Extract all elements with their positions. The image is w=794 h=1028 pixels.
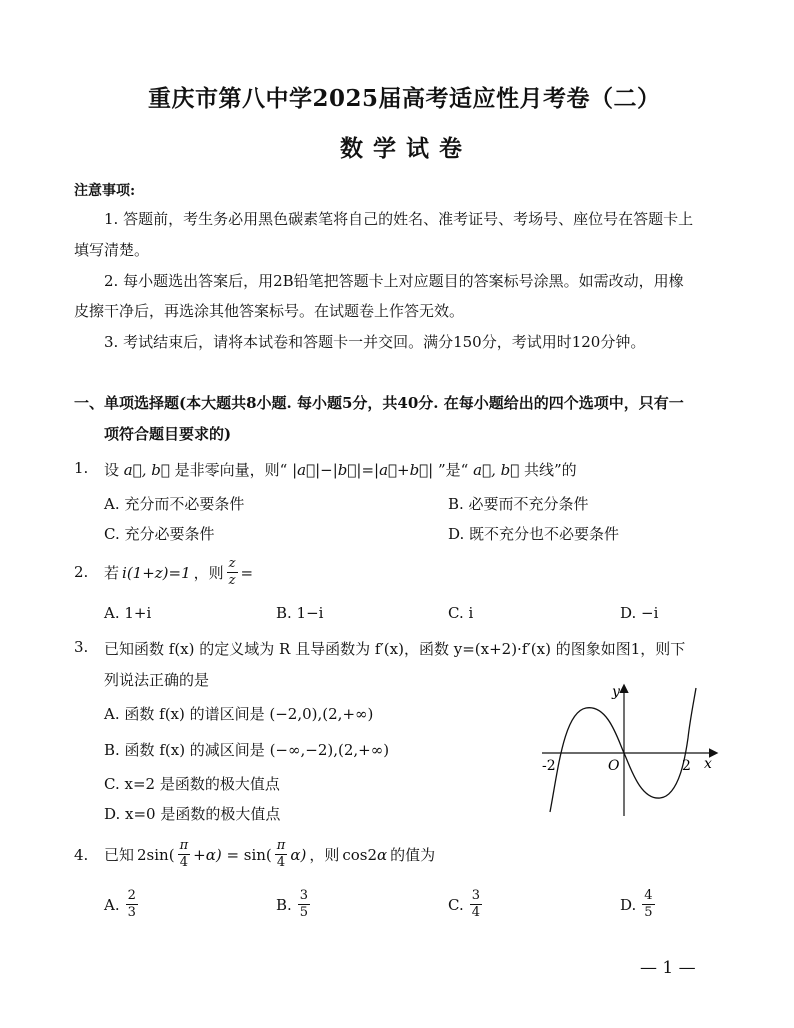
q1-stem-d: 共线”的 — [524, 461, 577, 479]
q4-option-d-letter: D. — [620, 895, 637, 914]
q2-option-c: C. i — [448, 604, 474, 622]
notice-item-3: 3. 考试结束后，请将本试卷和答题卡一并交回。满分150分，考试用时120分钟。 — [104, 333, 646, 351]
graph-tick-2: 2 — [682, 758, 691, 774]
q4-stem-c: 的值为 — [390, 846, 436, 864]
q1-stem-b: 是非零向量，则“ — [174, 461, 288, 479]
q4-option-a-num: 2 — [127, 888, 136, 903]
q4-option-b-den: 5 — [299, 905, 309, 920]
q1-condition: |a⃗|−|b⃗|=|a⃗+b⃗| — [292, 461, 434, 479]
q4-option-d-frac — [642, 888, 654, 921]
q3-stem: 已知函数 f(x) 的定义域为 R 且导函数为 f′(x)，函数 y=(x+2)·f′(x) 的图象如图1，则下 — [104, 640, 686, 658]
q2-stem-a: 若 — [104, 564, 120, 582]
q4-stem-b: ，则 — [309, 846, 340, 864]
q4-frac-2-num: π — [276, 838, 286, 853]
notice-item-2: 2. 每小题选出答案后，用2B铅笔把答题卡上对应题目的答案标号涂黑。如需改动，用橡 — [104, 272, 684, 290]
q3-number: 3. — [74, 638, 89, 656]
graph-origin: O — [608, 758, 620, 774]
q2-frac-num: z — [228, 556, 236, 571]
q4-option-d-num: 4 — [644, 888, 653, 903]
q2-stem — [104, 556, 253, 589]
q1-stem-c: ”是“ — [438, 461, 469, 479]
q4-frac-1-den: 4 — [179, 855, 188, 870]
page-title: 重庆市第八中学2025届高考适应性月考卷（二） — [148, 85, 661, 112]
q4-option-c-letter: C. — [448, 895, 464, 914]
q2-option-d: D. −i — [620, 604, 659, 622]
q4-lhs-end: +α) = sin( — [193, 845, 272, 864]
q2-frac-den: z — [228, 573, 236, 588]
q4-option-b-letter: B. — [276, 895, 292, 914]
q3-option-a: A. 函数 f(x) 的谱区间是 (−2,0),(2,+∞) — [104, 705, 374, 723]
graph-x-label: x — [704, 756, 712, 772]
q4-option-b-num: 3 — [299, 888, 309, 903]
function-curve — [550, 688, 696, 812]
q1-vectors-ab: a⃗, b⃗ — [123, 461, 175, 479]
notice-item-1: 1. 答题前，考生务必用黑色碳素笔将自己的姓名、准考证号、考场号、座位号在答题卡上 — [104, 210, 694, 228]
q4-frac-2-den: 4 — [276, 855, 286, 870]
q1-number: 1. — [74, 459, 89, 477]
q1-vectors-ab-2: a⃗, b⃗ — [473, 461, 524, 479]
q4-option-c — [448, 888, 482, 921]
q4-option-b-frac — [298, 888, 310, 921]
q2-option-a: A. 1+i — [104, 604, 152, 622]
q4-lhs: 2sin( — [137, 845, 175, 864]
notice-item-2-cont: 皮擦干净后，再选涂其他答案标号。在试题卷上作答无效。 — [74, 302, 465, 320]
q4-option-d-den: 5 — [644, 905, 653, 920]
q1-option-d: D. 既不充分也不必要条件 — [448, 525, 620, 543]
q3-option-c: C. x=2 是函数的极大值点 — [104, 775, 280, 793]
q2-fraction — [227, 556, 238, 589]
q4-option-c-num: 3 — [471, 888, 480, 903]
q4-option-a-den: 3 — [127, 905, 136, 920]
q2-stem-b: ，则 — [193, 564, 224, 582]
section-1-heading: 一、单项选择题(本大题共8小题. 每小题5分，共40分. 在每小题给出的四个选项中，只有一 — [74, 394, 684, 412]
q1-option-a: A. 充分而不必要条件 — [104, 495, 245, 513]
q2-number: 2. — [74, 563, 89, 581]
q4-frac-1 — [178, 838, 191, 871]
page-number: — 1 — — [640, 958, 696, 978]
q2-equation: i(1+z)=1 — [122, 563, 191, 582]
q3-option-d: D. x=0 是函数的极大值点 — [104, 805, 281, 823]
q4-stem-a: 已知 — [104, 846, 135, 864]
q4-option-a — [104, 888, 138, 921]
q3-option-b: B. 函数 f(x) 的减区间是 (−∞,−2),(2,+∞) — [104, 741, 390, 759]
q4-option-c-den: 4 — [471, 905, 480, 920]
q1-option-b: B. 必要而不充分条件 — [448, 495, 589, 513]
section-1-heading-cont: 项符合题目要求的) — [104, 425, 232, 443]
q4-number: 4. — [74, 846, 89, 864]
q4-option-b — [276, 888, 310, 921]
q4-stem — [104, 838, 435, 871]
q3-graph — [536, 680, 726, 820]
q4-option-a-frac — [126, 888, 138, 921]
q1-option-c: C. 充分必要条件 — [104, 525, 215, 543]
q4-rhs-end: α) — [290, 845, 307, 864]
q4-option-d — [620, 888, 655, 921]
notice-heading: 注意事项: — [74, 183, 136, 199]
q4-target: cos2α — [342, 845, 388, 864]
subject-title: 数学试卷 — [340, 135, 472, 162]
q4-option-c-frac — [470, 888, 482, 921]
q4-frac-2 — [275, 838, 288, 871]
q2-equals: = — [240, 563, 254, 582]
q4-option-a-letter: A. — [104, 895, 120, 914]
q2-option-b: B. 1−i — [276, 604, 324, 622]
graph-tick-neg2: -2 — [542, 758, 556, 774]
q4-frac-1-num: π — [179, 838, 189, 853]
q1-stem-a: 设 — [104, 461, 120, 479]
q1-stem — [104, 459, 577, 480]
q3-stem-cont: 列说法正确的是 — [104, 671, 210, 689]
graph-y-label: y — [612, 684, 620, 700]
notice-item-1-cont: 填写清楚。 — [74, 241, 150, 259]
